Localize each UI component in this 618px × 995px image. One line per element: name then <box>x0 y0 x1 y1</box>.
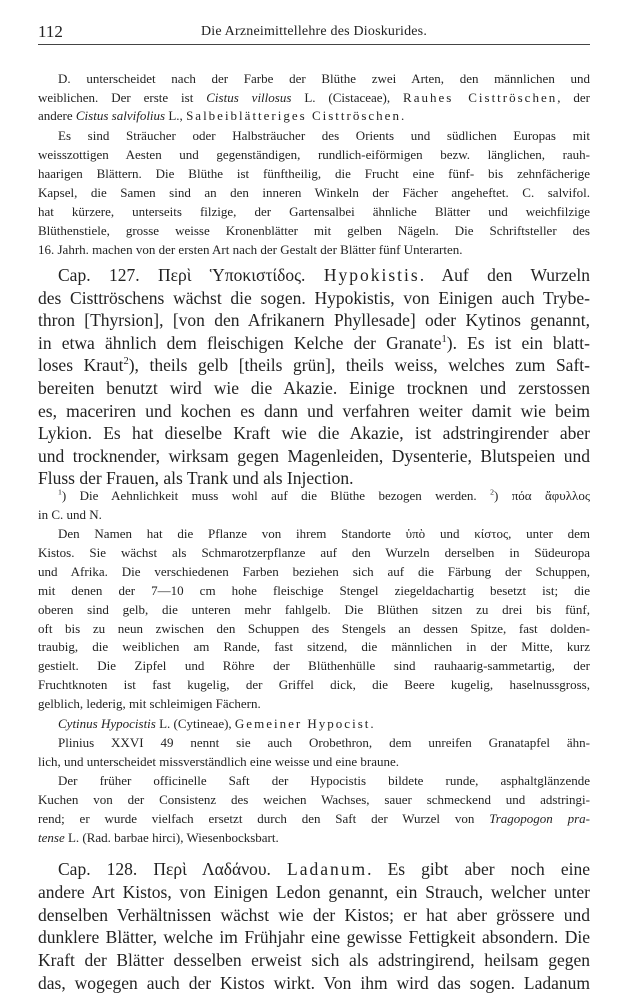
cap127-line: des Cisttröschens wächst die sogen. Hypokistis, von Einigen auch Trybe- <box>38 287 590 308</box>
para2-line: haarigen Blättern. Die Blüthe ist fünftheilig, die Frucht eine fünf- bis zehnfächerige <box>38 166 590 181</box>
cap128-line: andere Art Kistos, von Einigen Ledon genannt, ein Strauch, welcher unter <box>38 881 590 902</box>
page-header <box>38 22 590 45</box>
para1-line: weiblichen. Der erste ist Cistus villosus L. (Cistaceae), Rauhes Cisttröschen, der <box>38 89 590 105</box>
para2-line: Es sind Sträucher oder Halbsträucher des Orients und südlichen Europas mit <box>58 128 590 143</box>
para2-line: weisszottigen Aesten und gegenständigen, rundlich-eiförmigen bezw. länglichen, rauh- <box>38 147 590 162</box>
cap128-line: dunklere Blätter, welche im Frühjahr eine gewisse Fettigkeit absondern. Die <box>38 927 590 948</box>
paragraph-species-name <box>38 715 590 734</box>
para5-line: Plinius XXVI 49 nennt sie auch Orobethron, dem unreifen Granatapfel ähn- <box>58 735 590 750</box>
para2-line: 16. Jahrh. machen von der ersten Art nach der Gestalt der Blätter fünf Unterarten. <box>38 242 463 257</box>
para3-line: mit denen der 7—10 cm hohe fleischige Stengel ziegeldachartig besetzt ist; die <box>38 582 590 598</box>
para4-line: Cytinus Hypocistis L. (Cytineae), Gemeiner Hypocist. <box>58 716 374 731</box>
para1-line: andere Cistus salvifolius L., Salbeiblätteriges Cisttröschen. <box>38 108 405 124</box>
para3-line: gestielt. Die Zipfel und Röhre der Blüthenhülle sind rauhaarig-sammetartig, der <box>38 658 590 674</box>
para3-line: oberen sind gelb, die unteren mehr fahlgelb. Die Blüthen sitzen zu drei bis fünf, <box>38 601 590 617</box>
running-title: Die Arzneimittellehre des Dioskurides. <box>200 24 428 39</box>
para1-line: D. unterscheidet nach der Farbe der Blüthe zwei Arten, den männlichen und <box>58 71 590 86</box>
para3-line: Fruchtknoten ist fast kugelig, der Griffel dick, die Beere kugelig, haselnussgross, <box>38 677 590 693</box>
para3-line: oft bis zu neun zwischen den Schuppen des Stengels an dessen Spitze, fast dolden- <box>38 620 590 636</box>
footnotes-line: in C. und N. <box>38 506 102 522</box>
para6-line: tense L. (Rad. barbae hirci), Wiesenbocksbart. <box>38 829 279 845</box>
para3-line: Den Namen hat die Pflanze von ihrem Standorte ὑπὸ und κίστος, unter dem <box>58 526 590 541</box>
paragraph-plant-description <box>38 126 590 259</box>
para6-line: Kuchen von der Consistenz des weichen Wachses, sauer schmeckend und adstringi- <box>38 791 590 807</box>
para2-line: hat kürzere, unterseits filzige, der Gartensalbei ähnliche Blätter und weichfilzige <box>38 204 590 219</box>
cap128-line: Cap. 128. Περὶ Λαδάνου. Ladanum. Es gibt aber noch eine <box>58 859 590 879</box>
para6-line: rend; er wurde vielfach ersetzt durch den Saft der Wurzel von Tragopogon pra- <box>38 810 590 826</box>
cap127-line: bereiten benutzt wird wie die Akazie. Einige trocknen und zerstossen <box>38 378 590 398</box>
footnotes-line: $^1$) Die Aehnlichkeit muss wohl auf die Blüthe bezogen werden. $^2$) πόα ἄφυλλος <box>58 487 590 503</box>
para6-line: Der früher officinelle Saft der Hypocistis bildete runde, asphaltglänzende <box>58 773 590 788</box>
cap127-line: es, maceriren und kochen es dann und verfahren weiter damit wie beim <box>38 400 590 421</box>
page-number: 112 <box>38 22 63 41</box>
paragraph-officinal-juice <box>38 772 590 848</box>
book-page <box>38 22 590 45</box>
para5-line: lich, und unterscheidet missverständlich eine weisse und eine braune. <box>38 753 400 769</box>
cap127-line: und trocknender, wirksam gegen Magenleiden, Dysenterie, Blutspeien und <box>38 445 590 466</box>
para3-line: traubig, die weiblichen am Rande, fast sitzend, die männlichen in der Mitte, kurz <box>38 639 590 655</box>
cap127-line: Fluss der Frauen, als Trank und als Injection. <box>38 468 354 489</box>
chapter-127-hypokistis <box>38 264 590 490</box>
para3-line: gelblich, lederig, mit schleimigen Fächern. <box>38 696 261 712</box>
para2-line: Blüthenstiele, grosse weisse Kronenblätter mit gelben Nägeln. Die Schriftsteller des <box>38 223 590 238</box>
chapter-128-ladanum <box>38 858 590 995</box>
cap127-line: in etwa ähnlich dem fleischigen Kelche der Granate$^1$). Es ist ein blatt- <box>38 332 590 353</box>
cap127-line: Cap. 127. Περὶ Ὑποκιστίδος. Hypokistis. Auf den Wurzeln <box>58 265 590 285</box>
cap128-line: das, wogegen auch der Kistos wirkt. Von ihm wird das sogen. Ladanum <box>38 973 590 993</box>
paragraph-pliny <box>38 734 590 772</box>
paragraph-name-origin <box>38 525 590 714</box>
paragraph-species-note <box>38 70 590 126</box>
cap127-line: Lykion. Es hat dieselbe Kraft wie die Akazie, ist adstringirender aber <box>38 423 590 444</box>
para2-line: Kapsel, die Samen sind an den inneren Winkeln der Fächer angeheftet. C. salvifol. <box>38 185 590 200</box>
cap127-line: thron [Thyrsion], [von den Afrikanern Phyllesade] oder Kytinos genannt, <box>38 310 590 331</box>
cap128-line: Kraft der Blätter desselben erweist sich als adstringirend, heilsam gegen <box>38 950 590 971</box>
cap128-line: denselben Verhältnissen wächst wie der Kistos; er hat aber grössere und <box>38 904 590 925</box>
para3-line: Kistos. Sie wächst als Schmarotzerpflanze auf den Wurzeln derselben in Südeuropa <box>38 544 590 560</box>
footnotes <box>38 487 590 524</box>
cap127-line: loses Kraut$^2$), theils gelb [theils grün], theils weiss, welches zum Saft- <box>38 355 590 376</box>
para3-line: und Afrika. Die verschiedenen Farben beziehen sich auf die Färbung der Schuppen, <box>38 563 590 579</box>
